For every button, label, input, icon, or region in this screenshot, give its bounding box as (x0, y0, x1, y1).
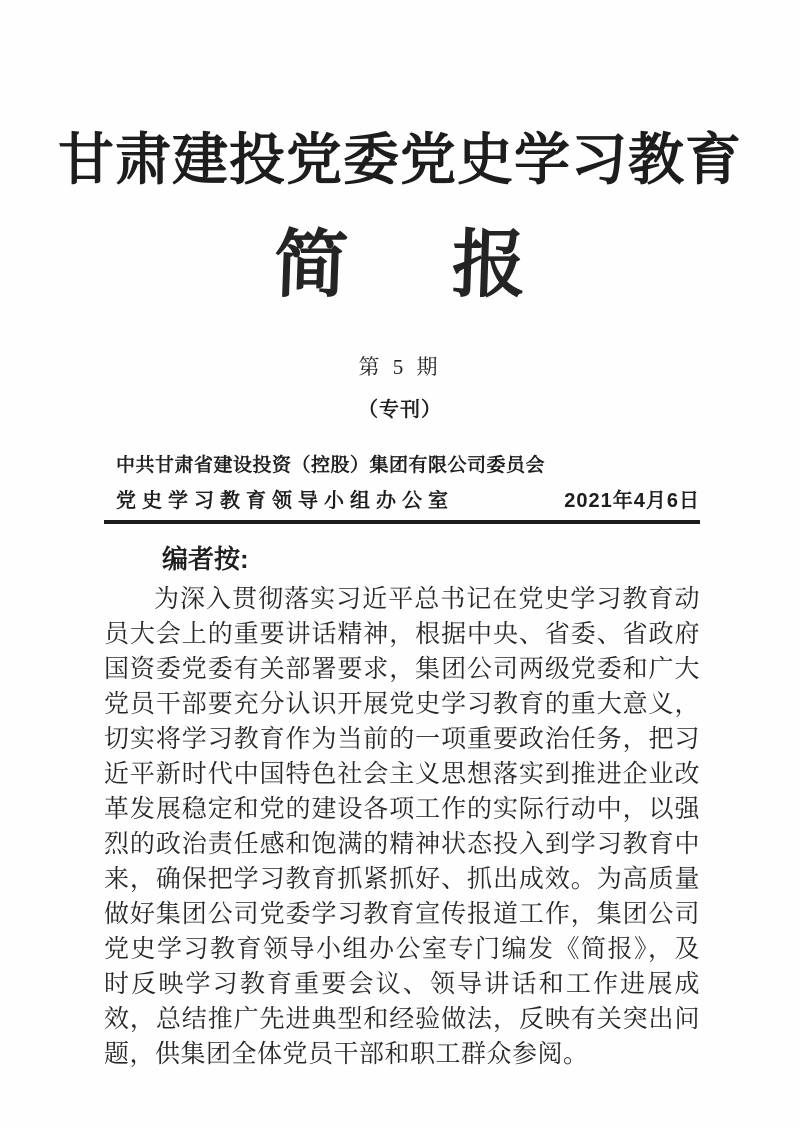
masthead-calligraphy (0, 224, 800, 307)
edition-label: （专刊） (358, 398, 442, 421)
editor-note-section (104, 545, 700, 1073)
masthead-rule (104, 520, 700, 524)
publisher-office-row (116, 484, 700, 513)
masthead-char-bao: 报 (450, 224, 528, 307)
page-title: 甘肃建投党委党史学习教育 (58, 130, 742, 192)
publish-date: 2021年4月6日 (564, 489, 700, 512)
masthead-char-jian: 简 (272, 224, 350, 307)
publisher-office: 党史学习教育领导小组办公室 (116, 489, 454, 512)
publisher-block (116, 450, 700, 513)
publisher-committee: 中共甘肃省建设投资（控股）集团有限公司委员会 (116, 454, 546, 476)
editor-note-label: 编者按: (162, 543, 249, 574)
editor-note-paragraph: 为深入贯彻落实习近平总书记在党史学习教育动员大会上的重要讲话精神，根据中央、省委、省政府国资委党委有关部署要求，集团公司两级党委和广大党员干部要充分认识开展党史学习教育的重大意义，切实将学习教育作为当前的一项重要政治任务，把习近平新时代中国特色社会主义思想落实到推进企业改革发展稳定和党的建设各项工作的实际行动中，以强烈的政治责任感和饱满的精神状态投入到学习教育中来，确保把学习教育抓紧抓好、抓出成效。为高质量做好集团公司党委学习教育宣传报道工作，集团公司党史学习教育领导小组办公室专门编发《简报》，及时反映学习教育重要会议、领导讲话和工作进展成效，总结推广先进典型和经验做法，反映有关突出问题，供集团全体党员干部和职工群众参阅。 (104, 586, 700, 1069)
issue-number: 第 5 期 (358, 354, 442, 379)
